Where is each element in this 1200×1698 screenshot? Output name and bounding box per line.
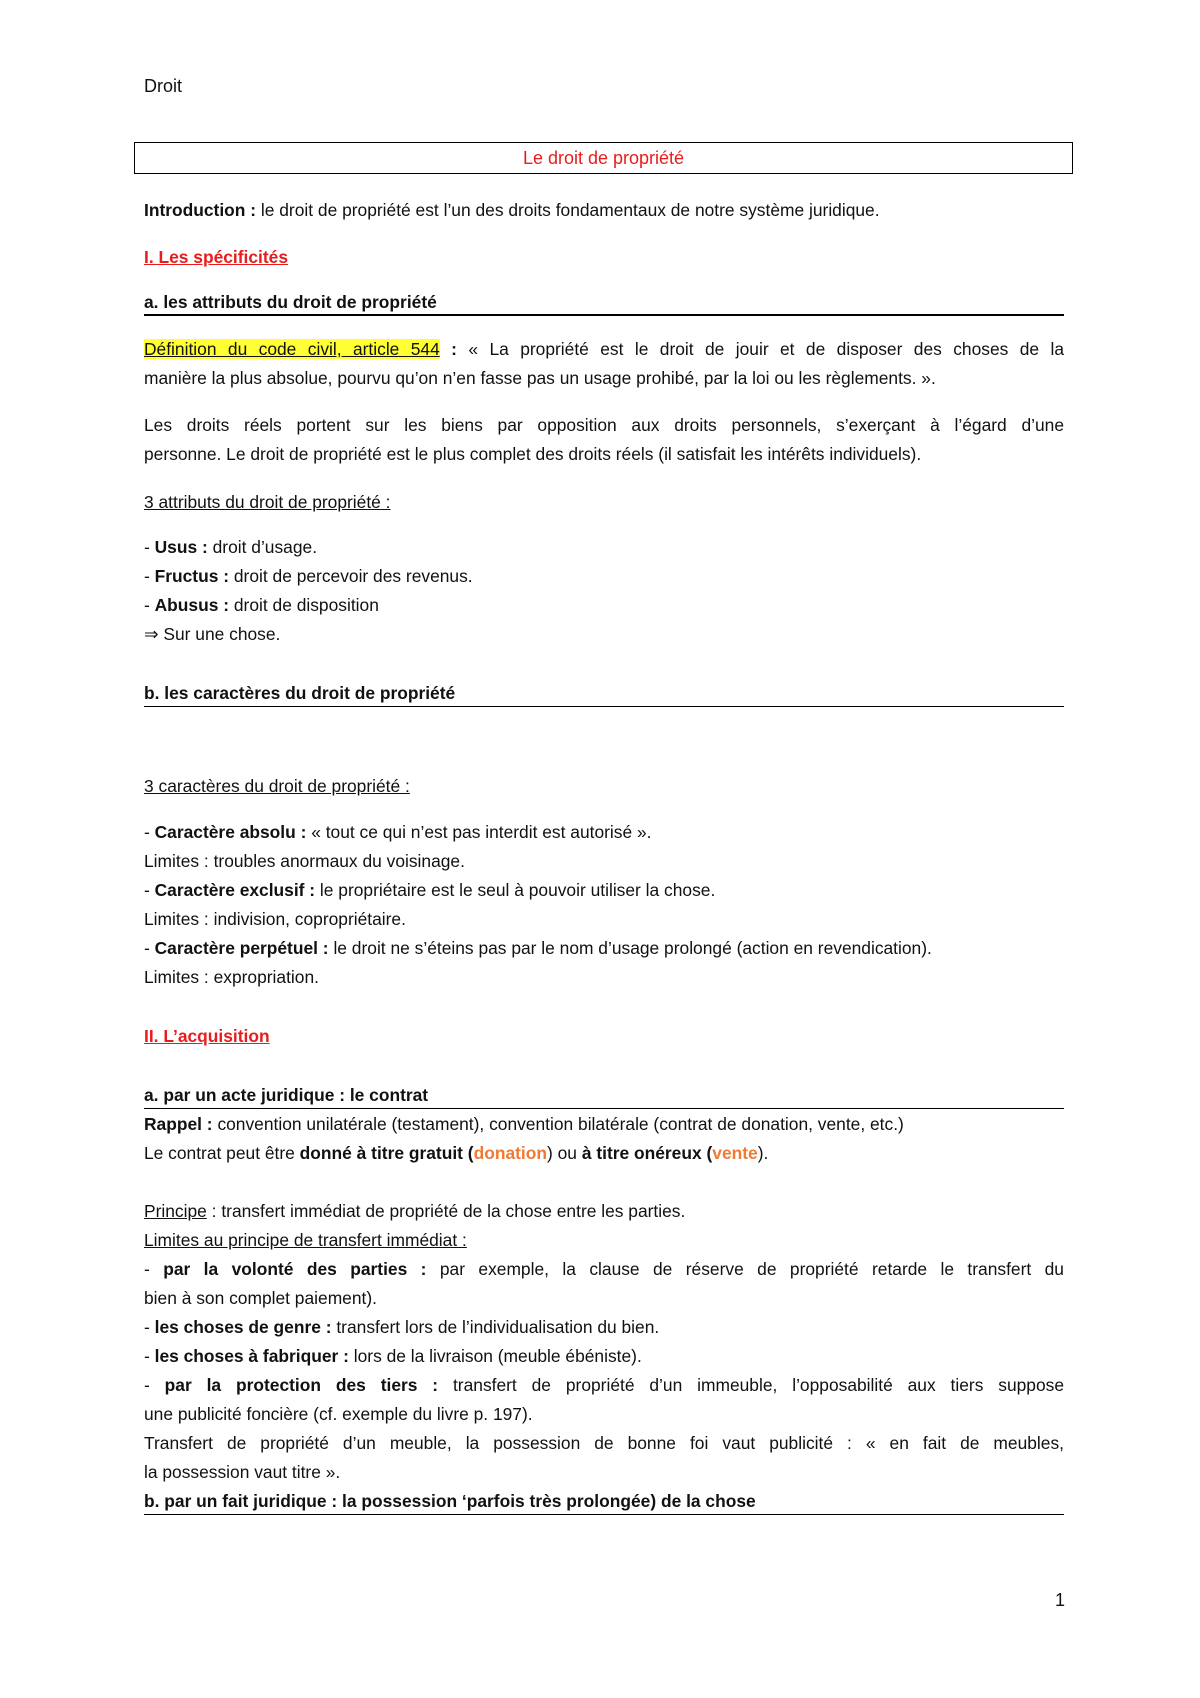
definition-line-2: manière la plus absolue, pourvu qu’on n’en fasse pas un usage prohibé, par la loi ou les règlements. ». xyxy=(144,368,936,388)
limite-volonte-cont: bien à son complet paiement). xyxy=(144,1288,377,1308)
limite-genre: - les choses de genre : transfert lors de l’individualisation du bien. xyxy=(144,1317,660,1337)
subsection-2b-rule xyxy=(144,1514,1064,1515)
limite-tiers: - par la protection des tiers : transfert de propriété d’un immeuble, l’opposabilité aux tiers suppose xyxy=(144,1375,1065,1395)
meuble-line-2: la possession vaut titre ». xyxy=(144,1462,341,1482)
subsection-1a-heading: a. les attributs du droit de propriété xyxy=(144,292,437,312)
definition-line-1 xyxy=(144,337,1064,361)
principe-text: : transfert immédiat de propriété de la chose entre les parties. xyxy=(206,1201,686,1221)
section-1-heading: I. Les spécificités xyxy=(144,247,289,267)
attribut-item-usus: - Usus : droit d’usage. xyxy=(144,537,318,557)
rappel-label: Rappel : xyxy=(144,1114,213,1134)
page-number: 1 xyxy=(1054,1590,1065,1610)
meuble-line-1: Transfert de propriété d’un meuble, la possession de bonne foi vaut publicité : « en fait de meubles, xyxy=(144,1433,1064,1453)
caractere-item-perpetuel: - Caractère perpétuel : le droit ne s’éteins pas par le nom d’usage prolongé (action en revendication). xyxy=(144,938,932,958)
contract-text: Le contrat peut être xyxy=(144,1143,300,1163)
contract-vente: vente xyxy=(712,1143,758,1163)
limite-label: les choses de genre : xyxy=(154,1317,332,1337)
running-header: Droit xyxy=(144,76,183,96)
droits-reels-line-1: Les droits réels portent sur les biens par opposition aux droits personnels, s’exerçant à l’égard d’une xyxy=(144,415,1064,435)
attributs-list-title: 3 attributs du droit de propriété : xyxy=(144,492,391,512)
droits-reels-line-2: personne. Le droit de propriété est le plus complet des droits réels (il satisfait les intérêts individuels). xyxy=(144,444,922,464)
caractere-text: « tout ce qui n’est pas interdit est autorisé ». xyxy=(306,822,652,842)
caractere-label: Caractère exclusif : xyxy=(154,880,316,900)
subsection-1b-heading: b. les caractères du droit de propriété xyxy=(144,683,456,703)
contract-paren: ( xyxy=(701,1143,713,1163)
definition-colon: : xyxy=(439,339,457,359)
contract-text: ) ou xyxy=(547,1143,582,1163)
principe-label: Principe xyxy=(144,1201,207,1221)
limite-volonte: - par la volonté des parties : par exemple, la clause de réserve de propriété retarde le transfert du xyxy=(144,1259,1064,1279)
contract-onereux: à titre onéreux xyxy=(581,1143,702,1163)
limite-tiers-cont: une publicité foncière (cf. exemple du livre p. 197). xyxy=(144,1404,533,1424)
limite-label: les choses à fabriquer : xyxy=(154,1346,349,1366)
caractere-label: Caractère perpétuel : xyxy=(154,938,329,958)
arrow-line: ⇒ Sur une chose. xyxy=(144,624,281,644)
subsection-2a-heading: a. par un acte juridique : le contrat xyxy=(144,1085,429,1105)
subsection-2a-rule xyxy=(144,1108,1064,1109)
contract-gratuit: donné à titre gratuit xyxy=(299,1143,463,1163)
caractere-text: le propriétaire est le seul à pouvoir utiliser la chose. xyxy=(315,880,716,900)
attribut-label: Fructus : xyxy=(154,566,230,586)
caractere-limit-exclusif: Limites : indivision, copropriétaire. xyxy=(144,909,406,929)
attribut-text: droit de disposition xyxy=(229,595,379,615)
contract-text: ). xyxy=(757,1143,769,1163)
intro-text: le droit de propriété est l’un des droits fondamentaux de notre système juridique. xyxy=(256,200,880,220)
intro-paragraph xyxy=(144,198,880,222)
caractere-limit-absolu: Limites : troubles anormaux du voisinage. xyxy=(144,851,465,871)
limite-label: par la protection des tiers : xyxy=(164,1375,439,1395)
rappel-line xyxy=(144,1112,904,1136)
caractere-item-exclusif: - Caractère exclusif : le propriétaire est le seul à pouvoir utiliser la chose. xyxy=(144,880,716,900)
attribut-text: droit d’usage. xyxy=(207,537,318,557)
contract-line xyxy=(144,1141,768,1165)
attribut-label: Abusus : xyxy=(154,595,230,615)
contract-paren: ( xyxy=(462,1143,474,1163)
limite-label: par la volonté des parties : xyxy=(163,1259,427,1279)
attribut-text: droit de percevoir des revenus. xyxy=(229,566,473,586)
limite-text: par exemple, la clause de réserve de propriété retarde le transfert du xyxy=(426,1259,1064,1279)
rappel-text: convention unilatérale (testament), convention bilatérale (contrat de donation, vente, etc.) xyxy=(212,1114,904,1134)
caractere-limit-perpetuel: Limites : expropriation. xyxy=(144,967,319,987)
contract-donation: donation xyxy=(473,1143,547,1163)
caracteres-list-title: 3 caractères du droit de propriété : xyxy=(144,776,410,796)
limite-fabriquer: - les choses à fabriquer : lors de la livraison (meuble ébéniste). xyxy=(144,1346,642,1366)
caractere-item-absolu: - Caractère absolu : « tout ce qui n’est pas interdit est autorisé ». xyxy=(144,822,652,842)
attribut-item-abusus: - Abusus : droit de disposition xyxy=(144,595,379,615)
subsection-1a-rule xyxy=(144,314,1064,316)
caractere-text: le droit ne s’éteins pas par le nom d’usage prolongé (action en revendication). xyxy=(328,938,932,958)
attribut-item-fructus: - Fructus : droit de percevoir des revenus. xyxy=(144,566,473,586)
definition-highlight: Définition du code civil, article 544 xyxy=(144,339,440,359)
caractere-label: Caractère absolu : xyxy=(154,822,307,842)
section-2-heading: II. L’acquisition xyxy=(144,1026,270,1046)
definition-text-1: « La propriété est le droit de jouir et de disposer des choses de la xyxy=(456,339,1065,359)
limite-text: transfert lors de l’individualisation du bien. xyxy=(331,1317,660,1337)
principe-line xyxy=(144,1199,685,1223)
attribut-label: Usus : xyxy=(154,537,208,557)
document-title: Le droit de propriété xyxy=(134,142,1073,174)
limites-title: Limites au principe de transfert immédiat : xyxy=(144,1230,467,1250)
limite-text: transfert de propriété d’un immeuble, l’opposabilité aux tiers suppose xyxy=(438,1375,1065,1395)
intro-label: Introduction : xyxy=(144,200,257,220)
subsection-2b-heading: b. par un fait juridique : la possession ‘parfois très prolongée) de la chose xyxy=(144,1491,756,1511)
limite-text: lors de la livraison (meuble ébéniste). xyxy=(348,1346,642,1366)
subsection-1b-rule xyxy=(144,706,1064,707)
